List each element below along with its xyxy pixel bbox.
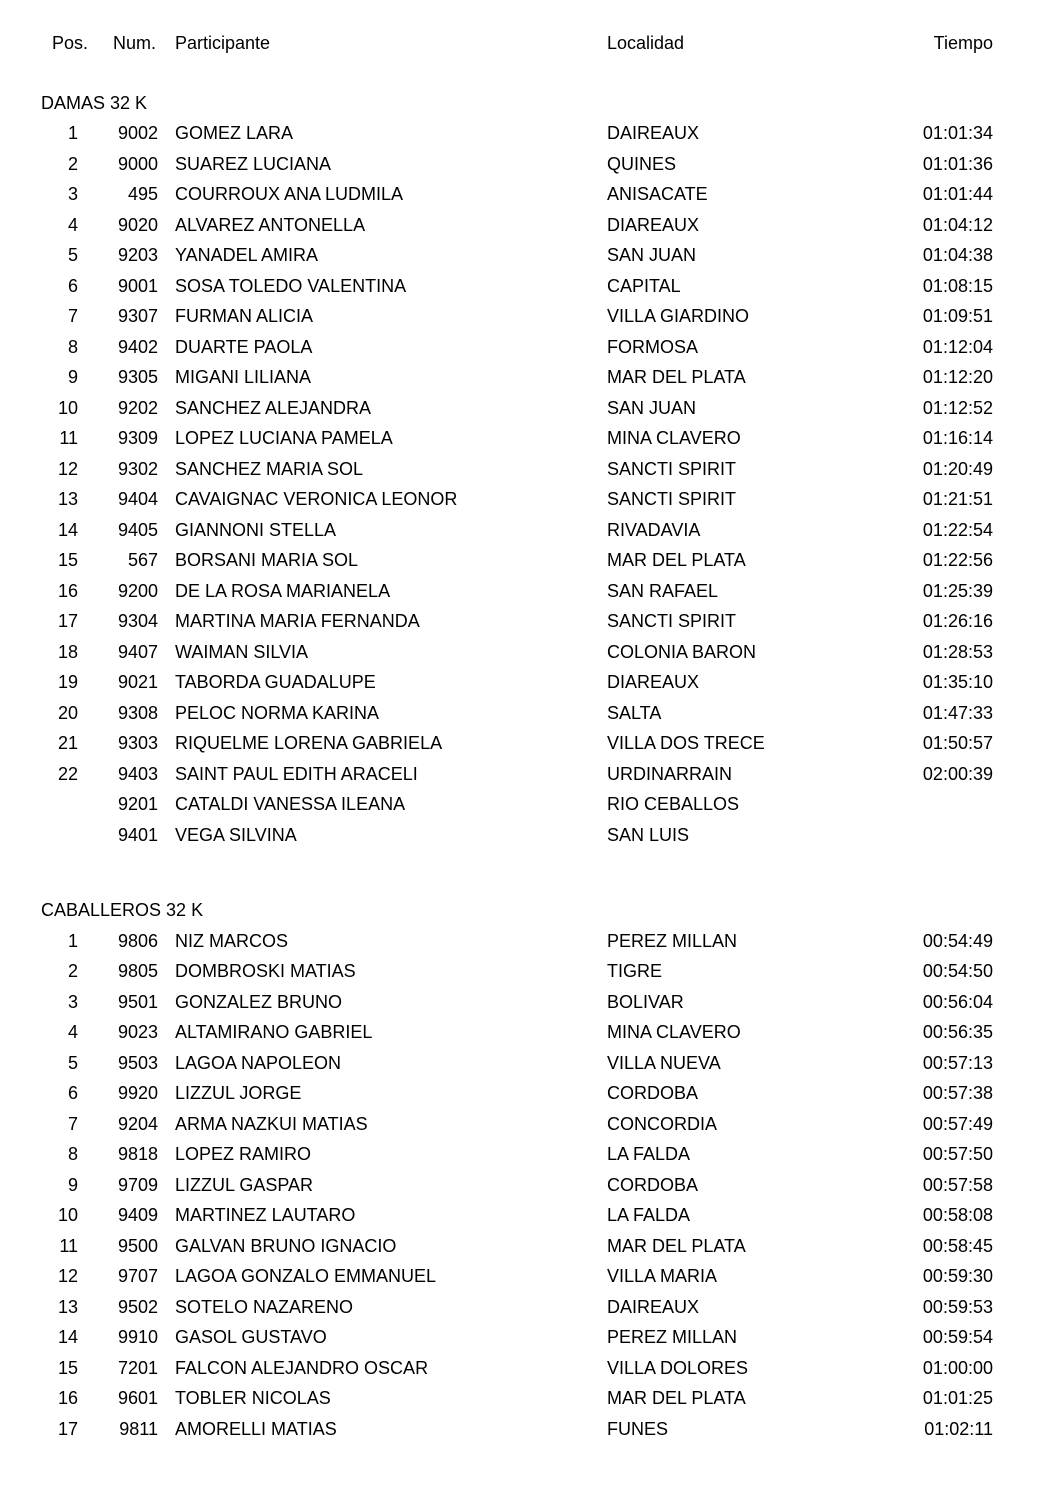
cell-tiempo: 00:59:54 [922, 1327, 993, 1348]
cell-pos: 5 [67, 245, 78, 266]
cell-participante: DUARTE PAOLA [175, 336, 313, 357]
cell-num: 9200 [117, 580, 158, 601]
cell-pos: 21 [57, 733, 78, 754]
table-row [0, 1079, 1058, 1110]
cell-tiempo: 01:26:16 [922, 611, 993, 632]
table-row [0, 576, 1058, 607]
cell-tiempo: 00:59:30 [922, 1266, 993, 1287]
table-row [0, 759, 1058, 790]
cell-pos: 11 [59, 1235, 78, 1256]
table-row [0, 926, 1058, 957]
cell-pos: 16 [57, 1388, 78, 1409]
table-row [0, 1384, 1058, 1415]
header-pos: Pos. [52, 32, 89, 53]
cell-localidad: SAN RAFAEL [607, 580, 719, 601]
cell-localidad: VILLA DOS TRECE [607, 733, 765, 754]
cell-localidad: LA FALDA [607, 1205, 691, 1226]
cell-localidad: MAR DEL PLATA [607, 367, 746, 388]
cell-pos: 17 [57, 1418, 78, 1439]
cell-num: 9709 [117, 1174, 158, 1195]
cell-participante: TOBLER NICOLAS [175, 1388, 331, 1409]
cell-pos: 7 [67, 306, 78, 327]
cell-localidad: FORMOSA [607, 336, 699, 357]
cell-tiempo: 00:58:45 [922, 1235, 993, 1256]
table-row [0, 698, 1058, 729]
table-row [0, 1109, 1058, 1140]
cell-tiempo: 01:00:00 [922, 1357, 993, 1378]
cell-tiempo: 01:22:56 [922, 550, 993, 571]
cell-localidad: MAR DEL PLATA [607, 1388, 746, 1409]
cell-pos: 12 [57, 1266, 78, 1287]
cell-participante: GONZALEZ BRUNO [175, 991, 343, 1012]
cell-pos: 15 [57, 1357, 78, 1378]
cell-participante: CAVAIGNAC VERONICA LEONOR [175, 489, 458, 510]
table-row [0, 119, 1058, 150]
table-row [0, 1292, 1058, 1323]
cell-pos: 18 [57, 641, 78, 662]
cell-localidad: PEREZ MILLAN [607, 1327, 738, 1348]
cell-localidad: CAPITAL [607, 275, 681, 296]
cell-num: 9501 [117, 991, 158, 1012]
cell-localidad: SAN JUAN [607, 397, 697, 418]
cell-tiempo: 00:57:58 [922, 1174, 993, 1195]
cell-num: 9503 [117, 1052, 158, 1073]
cell-tiempo: 01:28:53 [922, 641, 993, 662]
cell-tiempo: 01:12:04 [922, 336, 993, 357]
cell-localidad: VILLA MARIA [607, 1266, 718, 1287]
table-row [0, 1323, 1058, 1354]
table-header-row [0, 28, 1058, 59]
table-row [0, 149, 1058, 180]
results-sections [0, 88, 1058, 1445]
cell-localidad: MINA CLAVERO [607, 428, 741, 449]
table-row [0, 987, 1058, 1018]
table-row [0, 1140, 1058, 1171]
table-row [0, 180, 1058, 211]
table-row [0, 271, 1058, 302]
cell-participante: YANADEL AMIRA [175, 245, 319, 266]
table-row [0, 363, 1058, 394]
cell-pos: 6 [67, 1083, 78, 1104]
cell-localidad: CONCORDIA [607, 1113, 718, 1134]
cell-participante: COURROUX ANA LUDMILA [175, 184, 404, 205]
cell-tiempo: 01:35:10 [922, 672, 993, 693]
cell-localidad: MAR DEL PLATA [607, 1235, 746, 1256]
table-row [0, 1231, 1058, 1262]
cell-localidad: QUINES [607, 153, 677, 174]
cell-localidad: TIGRE [607, 961, 663, 982]
cell-num: 9818 [117, 1144, 158, 1165]
cell-tiempo: 01:01:44 [922, 184, 993, 205]
race-section [0, 896, 1058, 1445]
cell-num: 9023 [117, 1022, 158, 1043]
cell-tiempo: 01:20:49 [922, 458, 993, 479]
cell-participante: FURMAN ALICIA [175, 306, 314, 327]
cell-localidad: COLONIA BARON [607, 641, 757, 662]
table-row [0, 607, 1058, 638]
cell-num: 9303 [117, 733, 158, 754]
cell-num: 9403 [117, 763, 158, 784]
cell-participante: LOPEZ RAMIRO [175, 1144, 312, 1165]
cell-num: 9021 [117, 672, 158, 693]
cell-participante: GIANNONI STELLA [175, 519, 337, 540]
cell-participante: NIZ MARCOS [175, 930, 289, 951]
cell-participante: ALTAMIRANO GABRIEL [175, 1022, 373, 1043]
cell-localidad: VILLA DOLORES [607, 1357, 749, 1378]
cell-pos: 9 [67, 1174, 78, 1195]
cell-num: 9309 [117, 428, 158, 449]
cell-localidad: DAIREAUX [607, 123, 700, 144]
cell-pos: 10 [57, 1205, 78, 1226]
cell-pos: 13 [57, 1296, 78, 1317]
cell-num: 9402 [117, 336, 158, 357]
cell-tiempo: 01:47:33 [922, 702, 993, 723]
cell-pos: 12 [57, 458, 78, 479]
cell-tiempo: 01:04:12 [922, 214, 993, 235]
cell-num: 495 [127, 184, 158, 205]
cell-localidad: RIO CEBALLOS [607, 794, 740, 815]
header-num: Num. [113, 32, 157, 53]
cell-num: 9202 [117, 397, 158, 418]
cell-num: 9302 [117, 458, 158, 479]
cell-tiempo: 01:01:25 [922, 1388, 993, 1409]
cell-participante: DE LA ROSA MARIANELA [175, 580, 391, 601]
cell-tiempo: 00:54:50 [922, 961, 993, 982]
cell-participante: ALVAREZ ANTONELLA [175, 214, 366, 235]
cell-localidad: BOLIVAR [607, 991, 684, 1012]
cell-pos: 10 [57, 397, 78, 418]
cell-participante: FALCON ALEJANDRO OSCAR [175, 1357, 429, 1378]
cell-participante: LIZZUL GASPAR [175, 1174, 314, 1195]
cell-num: 9204 [117, 1113, 158, 1134]
cell-pos: 2 [67, 961, 78, 982]
cell-tiempo: 01:01:34 [922, 123, 993, 144]
cell-pos: 16 [57, 580, 78, 601]
cell-pos: 1 [67, 930, 78, 951]
cell-num: 9001 [117, 275, 158, 296]
cell-tiempo: 01:16:14 [922, 428, 993, 449]
cell-num: 9404 [117, 489, 158, 510]
cell-localidad: ANISACATE [607, 184, 708, 205]
cell-participante: AMORELLI MATIAS [175, 1418, 337, 1439]
cell-num: 9806 [117, 930, 158, 951]
cell-participante: VEGA SILVINA [175, 824, 297, 845]
cell-pos: 22 [57, 763, 78, 784]
cell-tiempo: 02:00:39 [922, 763, 993, 784]
cell-num: 9920 [117, 1083, 158, 1104]
cell-localidad: SANCTI SPIRIT [607, 611, 737, 632]
section-title: CABALLEROS 32 K [41, 900, 204, 921]
cell-num: 9305 [117, 367, 158, 388]
cell-pos: 7 [67, 1113, 78, 1134]
cell-participante: GASOL GUSTAVO [175, 1327, 327, 1348]
table-row [0, 1048, 1058, 1079]
cell-pos: 3 [67, 184, 78, 205]
cell-num: 9601 [117, 1388, 158, 1409]
cell-localidad: VILLA GIARDINO [607, 306, 750, 327]
cell-participante: SANCHEZ MARIA SOL [175, 458, 364, 479]
table-row [0, 332, 1058, 363]
cell-tiempo: 01:12:52 [922, 397, 993, 418]
cell-localidad: SAN JUAN [607, 245, 697, 266]
cell-tiempo: 01:25:39 [922, 580, 993, 601]
cell-participante: SOSA TOLEDO VALENTINA [175, 275, 407, 296]
cell-pos: 15 [57, 550, 78, 571]
cell-tiempo: 00:57:13 [922, 1052, 993, 1073]
cell-num: 9910 [117, 1327, 158, 1348]
cell-localidad: LA FALDA [607, 1144, 691, 1165]
cell-participante: MIGANI LILIANA [175, 367, 312, 388]
cell-participante: DOMBROSKI MATIAS [175, 961, 356, 982]
table-row [0, 515, 1058, 546]
cell-participante: GALVAN BRUNO IGNACIO [175, 1235, 397, 1256]
cell-tiempo: 01:08:15 [922, 275, 993, 296]
cell-num: 9304 [117, 611, 158, 632]
cell-participante: LAGOA GONZALO EMMANUEL [175, 1266, 437, 1287]
cell-tiempo: 00:56:04 [922, 991, 993, 1012]
cell-num: 9020 [117, 214, 158, 235]
table-row [0, 393, 1058, 424]
cell-participante: PELOC NORMA KARINA [175, 702, 380, 723]
table-row [0, 546, 1058, 577]
cell-num: 9002 [117, 123, 158, 144]
cell-pos: 2 [67, 153, 78, 174]
cell-pos: 8 [67, 336, 78, 357]
table-row [0, 485, 1058, 516]
table-row [0, 790, 1058, 821]
cell-tiempo: 00:57:38 [922, 1083, 993, 1104]
cell-tiempo: 00:57:49 [922, 1113, 993, 1134]
cell-tiempo: 01:22:54 [922, 519, 993, 540]
cell-localidad: MINA CLAVERO [607, 1022, 741, 1043]
cell-tiempo: 01:02:11 [924, 1418, 993, 1439]
cell-participante: CATALDI VANESSA ILEANA [175, 794, 406, 815]
header-participante: Participante [175, 32, 271, 53]
table-row [0, 1201, 1058, 1232]
cell-pos: 3 [67, 991, 78, 1012]
cell-tiempo: 01:04:38 [922, 245, 993, 266]
cell-participante: LOPEZ LUCIANA PAMELA [175, 428, 393, 449]
table-row [0, 210, 1058, 241]
cell-num: 9407 [117, 641, 158, 662]
cell-num: 9502 [117, 1296, 158, 1317]
cell-participante: ARMA NAZKUI MATIAS [175, 1113, 368, 1134]
cell-participante: BORSANI MARIA SOL [175, 550, 359, 571]
cell-pos: 13 [57, 489, 78, 510]
cell-tiempo: 01:50:57 [922, 733, 993, 754]
cell-tiempo: 00:54:49 [922, 930, 993, 951]
table-row [0, 1262, 1058, 1293]
cell-tiempo: 00:56:35 [922, 1022, 993, 1043]
cell-participante: LIZZUL JORGE [175, 1083, 302, 1104]
cell-tiempo: 01:21:51 [922, 489, 993, 510]
cell-pos: 5 [67, 1052, 78, 1073]
cell-num: 7201 [117, 1357, 158, 1378]
table-row [0, 820, 1058, 851]
cell-localidad: SALTA [607, 702, 662, 723]
cell-localidad: RIVADAVIA [607, 519, 701, 540]
cell-pos: 8 [67, 1144, 78, 1165]
section-title: DAMAS 32 K [41, 92, 148, 113]
section-rows [0, 119, 1058, 851]
cell-localidad: SANCTI SPIRIT [607, 489, 737, 510]
cell-pos: 4 [67, 214, 78, 235]
header-localidad: Localidad [607, 32, 685, 53]
table-row [0, 668, 1058, 699]
cell-participante: SUAREZ LUCIANA [175, 153, 332, 174]
cell-pos: 9 [67, 367, 78, 388]
cell-tiempo: 00:59:53 [922, 1296, 993, 1317]
table-row [0, 241, 1058, 272]
cell-num: 9811 [119, 1418, 158, 1439]
cell-tiempo: 00:58:08 [922, 1205, 993, 1226]
cell-pos: 14 [57, 1327, 78, 1348]
cell-pos: 11 [59, 428, 78, 449]
cell-localidad: CORDOBA [607, 1083, 699, 1104]
cell-localidad: DIAREAUX [607, 672, 700, 693]
cell-localidad: VILLA NUEVA [607, 1052, 721, 1073]
table-row [0, 637, 1058, 668]
cell-num: 9805 [117, 961, 158, 982]
cell-localidad: FUNES [607, 1418, 669, 1439]
cell-num: 9201 [117, 794, 158, 815]
cell-pos: 1 [67, 123, 78, 144]
cell-participante: MARTINEZ LAUTARO [175, 1205, 356, 1226]
table-row [0, 1170, 1058, 1201]
table-row [0, 424, 1058, 455]
cell-pos: 20 [57, 702, 78, 723]
cell-pos: 17 [57, 611, 78, 632]
race-section [0, 88, 1058, 851]
table-row [0, 1018, 1058, 1049]
table-row [0, 957, 1058, 988]
cell-localidad: MAR DEL PLATA [607, 550, 746, 571]
cell-tiempo: 00:57:50 [922, 1144, 993, 1165]
cell-tiempo: 01:12:20 [922, 367, 993, 388]
cell-num: 9707 [117, 1266, 158, 1287]
cell-localidad: PEREZ MILLAN [607, 930, 738, 951]
table-row [0, 1353, 1058, 1384]
cell-num: 9203 [117, 245, 158, 266]
cell-tiempo: 01:09:51 [922, 306, 993, 327]
table-row [0, 1414, 1058, 1445]
cell-participante: LAGOA NAPOLEON [175, 1052, 342, 1073]
cell-localidad: CORDOBA [607, 1174, 699, 1195]
section-rows [0, 926, 1058, 1445]
cell-pos: 6 [67, 275, 78, 296]
cell-participante: SAINT PAUL EDITH ARACELI [175, 763, 418, 784]
cell-pos: 14 [57, 519, 78, 540]
header-tiempo: Tiempo [933, 32, 993, 53]
cell-tiempo: 01:01:36 [922, 153, 993, 174]
cell-localidad: SAN LUIS [607, 824, 690, 845]
cell-participante: WAIMAN SILVIA [175, 641, 309, 662]
cell-participante: MARTINA MARIA FERNANDA [175, 611, 420, 632]
cell-pos: 19 [57, 672, 78, 693]
cell-num: 9308 [117, 702, 158, 723]
cell-participante: SANCHEZ ALEJANDRA [175, 397, 372, 418]
cell-num: 9500 [117, 1235, 158, 1256]
cell-num: 567 [127, 550, 158, 571]
cell-localidad: DAIREAUX [607, 1296, 700, 1317]
cell-participante: TABORDA GUADALUPE [175, 672, 376, 693]
cell-num: 9405 [117, 519, 158, 540]
cell-participante: GOMEZ LARA [175, 123, 294, 144]
table-row [0, 729, 1058, 760]
cell-localidad: URDINARRAIN [607, 763, 733, 784]
table-row [0, 302, 1058, 333]
cell-num: 9307 [117, 306, 158, 327]
cell-participante: RIQUELME LORENA GABRIELA [175, 733, 443, 754]
cell-num: 9409 [117, 1205, 158, 1226]
cell-pos: 4 [67, 1022, 78, 1043]
table-row [0, 454, 1058, 485]
cell-participante: SOTELO NAZARENO [175, 1296, 354, 1317]
cell-localidad: SANCTI SPIRIT [607, 458, 737, 479]
cell-num: 9401 [117, 824, 158, 845]
cell-localidad: DIAREAUX [607, 214, 700, 235]
cell-num: 9000 [117, 153, 158, 174]
